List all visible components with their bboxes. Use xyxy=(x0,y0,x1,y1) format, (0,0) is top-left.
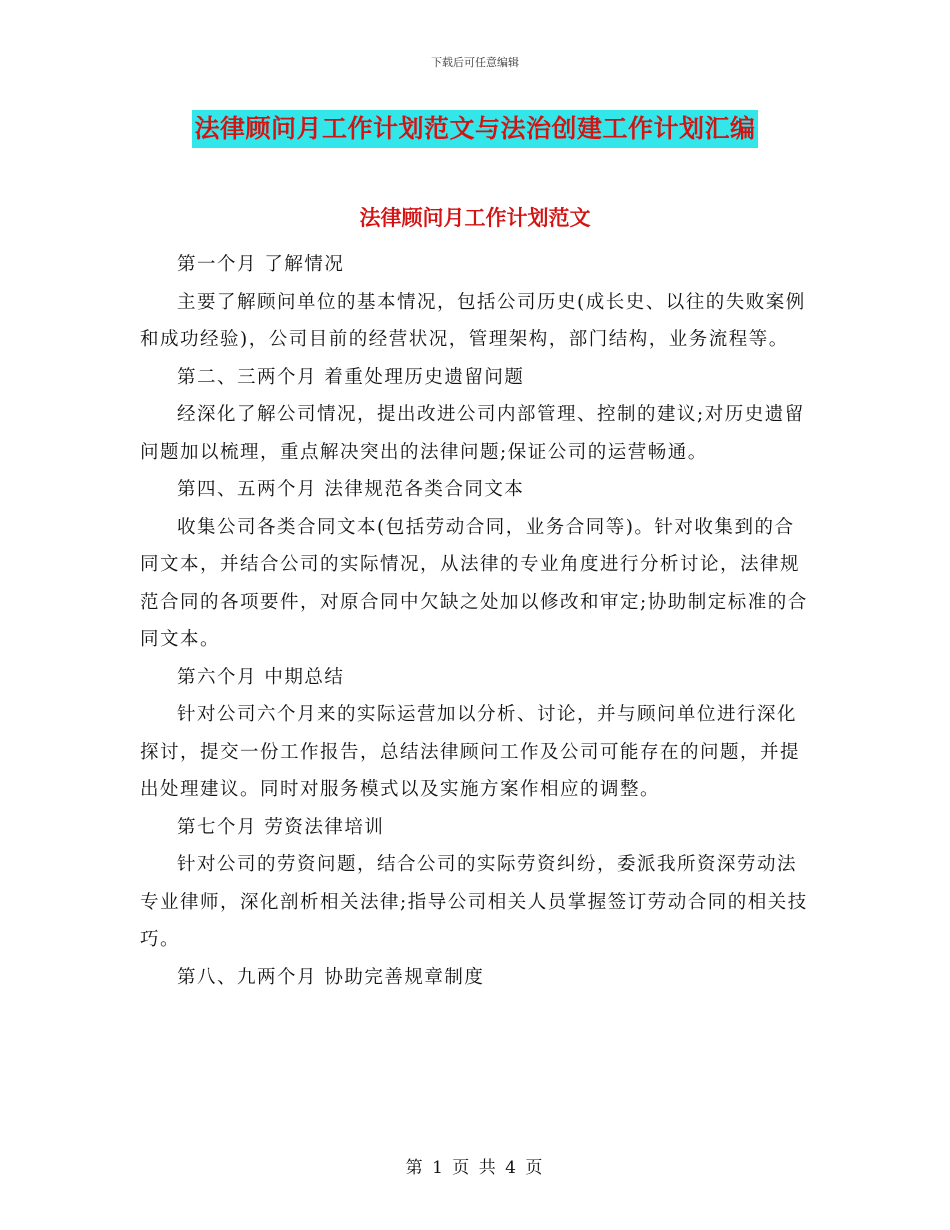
header-note: 下载后可任意编辑 xyxy=(431,56,519,69)
main-title-container xyxy=(0,110,950,148)
paragraph-month-4-5-heading: 第四、五两个月 法律规范各类合同文本 xyxy=(177,479,525,500)
paragraph-month-2-3-body: 经深化了解公司情况，提出改进公司内部管理、控制的建议;对历史遗留问题加以梳理，重点解决突出的法律问题;保证公司的运营畅通。 xyxy=(140,404,805,463)
paragraph-month-7-body: 针对公司的劳资问题，结合公司的实际劳资纠纷，委派我所资深劳动法专业律师，深化剖析相关法律;指导公司相关人员掌握签订劳动合同的相关技巧。 xyxy=(140,854,808,950)
paragraph-month-8-9-heading: 第八、九两个月 协助完善规章制度 xyxy=(177,966,485,988)
paragraph-month-4-5-body: 收集公司各类合同文本(包括劳动合同，业务合同等)。针对收集到的合同文本，并结合公司的实际情况，从法律的专业角度进行分析讨论，法律规范合同的各项要件，对原合同中欠缺之处加以修改和审定;协助制定标准的合同文本。 xyxy=(140,516,808,650)
main-title: 法律顾问月工作计划范文与法治创建工作计划汇编 xyxy=(192,110,757,148)
document-body xyxy=(140,246,812,996)
paragraph-month-6-body: 针对公司六个月来的实际运营加以分析、讨论，并与顾问单位进行深化探讨，提交一份工作报告，总结法律顾问工作及公司可能存在的问题，并提出处理建议。同时对服务模式以及实施方案作相应的调整。 xyxy=(140,704,801,800)
section-title: 法律顾问月工作计划范文 xyxy=(359,206,591,230)
page-footer: 第 1 页 共 4 页 xyxy=(405,1158,545,1178)
paragraph-month-1-heading: 第一个月 了解情况 xyxy=(177,254,345,275)
paragraph-month-7-heading: 第七个月 劳资法律培训 xyxy=(177,816,385,838)
paragraph-month-6-heading: 第六个月 中期总结 xyxy=(177,666,345,688)
paragraph-month-2-3-heading: 第二、三两个月 着重处理历史遗留问题 xyxy=(177,366,525,388)
paragraph-month-1-body: 主要了解顾问单位的基本情况，包括公司历史(成长史、以往的失败案例和成功经验)，公司目前的经营状况，管理架构，部门结构，业务流程等。 xyxy=(140,291,806,350)
